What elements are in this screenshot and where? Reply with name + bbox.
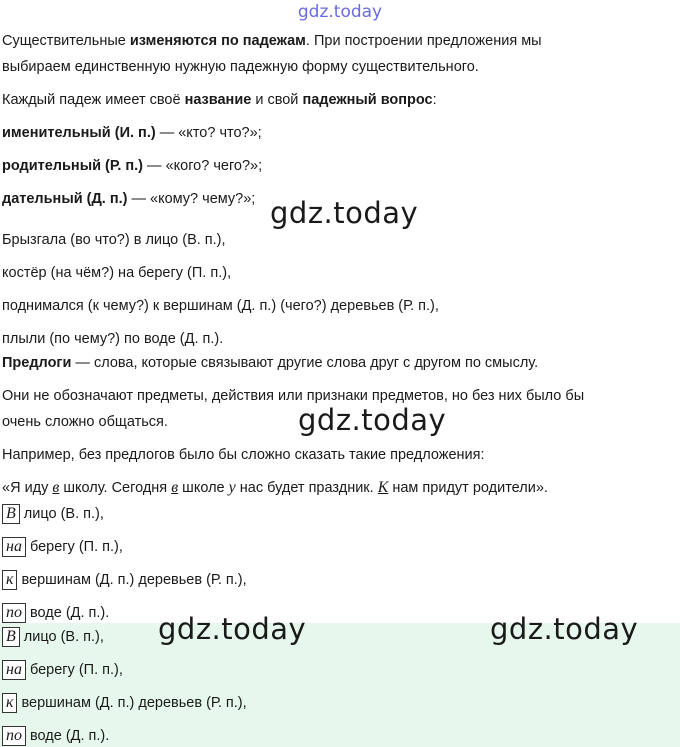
case-question: — «кому? чему?»; xyxy=(127,191,256,207)
boxed-preposition: по xyxy=(2,603,26,623)
example-line: Брызгала (во что?) в лицо (В. п.), xyxy=(2,232,226,248)
case-line xyxy=(2,189,255,209)
prepositions-definition xyxy=(2,353,538,373)
boxed-preposition: В xyxy=(2,627,20,647)
intro-text: . При построении предложения мы xyxy=(305,33,542,49)
boxed-preposition: на xyxy=(2,660,26,680)
prepositions-term: Предлоги xyxy=(2,355,72,371)
sentence-preposition: в xyxy=(171,479,179,496)
sentence-text: школу. Сегодня xyxy=(59,480,172,496)
prepositions-line: Они не обозначают предметы, действия или признаки предметов, но без них было бы xyxy=(2,388,585,404)
case-line xyxy=(2,123,262,143)
example-line: поднимался (к чему?) к вершинам (Д. п.) (чего?) деревьев (Р. п.), xyxy=(2,298,439,314)
watermark: gdz.today xyxy=(490,612,639,646)
boxed-text: воде (Д. п.). xyxy=(30,728,110,744)
case-line xyxy=(2,156,262,176)
boxed-text: лицо (В. п.), xyxy=(23,506,104,522)
boxed-line xyxy=(2,537,123,557)
boxed-text: берегу (П. п.), xyxy=(29,539,123,555)
case-name: дательный (Д. п.) xyxy=(2,191,128,207)
example-line: плыли (по чему?) по воде (Д. п.). xyxy=(2,331,224,347)
intro-line-1 xyxy=(2,31,542,51)
intro-bold: изменяются по падежам xyxy=(129,33,306,49)
example-line: костёр (на чём?) на берегу (П. п.), xyxy=(2,265,232,281)
sentence-text: нам придут родители». xyxy=(388,480,548,496)
boxed-preposition: В xyxy=(2,504,20,524)
watermark: gdz.today xyxy=(270,196,419,230)
case-name: родительный (Р. п.) xyxy=(2,158,144,174)
watermark: gdz.today xyxy=(158,612,307,646)
watermark: gdz.today xyxy=(298,403,447,437)
sentence-text: «Я иду xyxy=(2,480,53,496)
example-sentence xyxy=(2,478,548,498)
intro-bold: название xyxy=(184,92,252,108)
boxed-text: лицо (В. п.), xyxy=(23,629,104,645)
boxed-preposition: к xyxy=(2,570,17,590)
top-watermark: gdz.today xyxy=(297,2,383,22)
sentence-text: нас будет праздник. xyxy=(235,480,378,496)
boxed-line xyxy=(2,627,104,647)
intro-text: : xyxy=(432,92,437,108)
boxed-text: вершинам (Д. п.) деревьев (Р. п.), xyxy=(21,695,247,711)
intro-text: и свой xyxy=(251,92,303,108)
boxed-line xyxy=(2,504,104,524)
boxed-text: берегу (П. п.), xyxy=(29,662,123,678)
boxed-line xyxy=(2,660,123,680)
sentence-text: школе xyxy=(178,480,229,496)
boxed-text: воде (Д. п.). xyxy=(30,605,110,621)
sentence-preposition: К xyxy=(377,479,389,496)
intro-text: Существительные xyxy=(2,33,130,49)
case-name: именительный (И. п.) xyxy=(2,125,156,141)
boxed-line xyxy=(2,693,247,713)
boxed-line xyxy=(2,603,109,623)
prepositions-text: — слова, которые связывают другие слова друг с другом по смыслу. xyxy=(71,355,539,371)
boxed-preposition: по xyxy=(2,726,26,746)
sentence-preposition: в xyxy=(52,479,60,496)
boxed-line xyxy=(2,726,109,746)
boxed-line xyxy=(2,570,247,590)
boxed-preposition: к xyxy=(2,693,17,713)
intro-bold: падежный вопрос xyxy=(302,92,433,108)
intro-line-2: выбираем единственную нужную падежную форму существительного. xyxy=(2,59,479,75)
boxed-text: вершинам (Д. п.) деревьев (Р. п.), xyxy=(21,572,247,588)
case-question: — «кого? чего?»; xyxy=(143,158,263,174)
intro-line-3 xyxy=(2,90,437,110)
prepositions-line: Например, без предлогов было бы сложно сказать такие предложения: xyxy=(2,447,485,463)
sentence-preposition: у xyxy=(228,479,236,496)
boxed-preposition: на xyxy=(2,537,26,557)
prepositions-line: очень сложно общаться. xyxy=(2,414,168,430)
intro-text: Каждый падеж имеет своё xyxy=(2,92,185,108)
case-question: — «кто? что?»; xyxy=(155,125,262,141)
